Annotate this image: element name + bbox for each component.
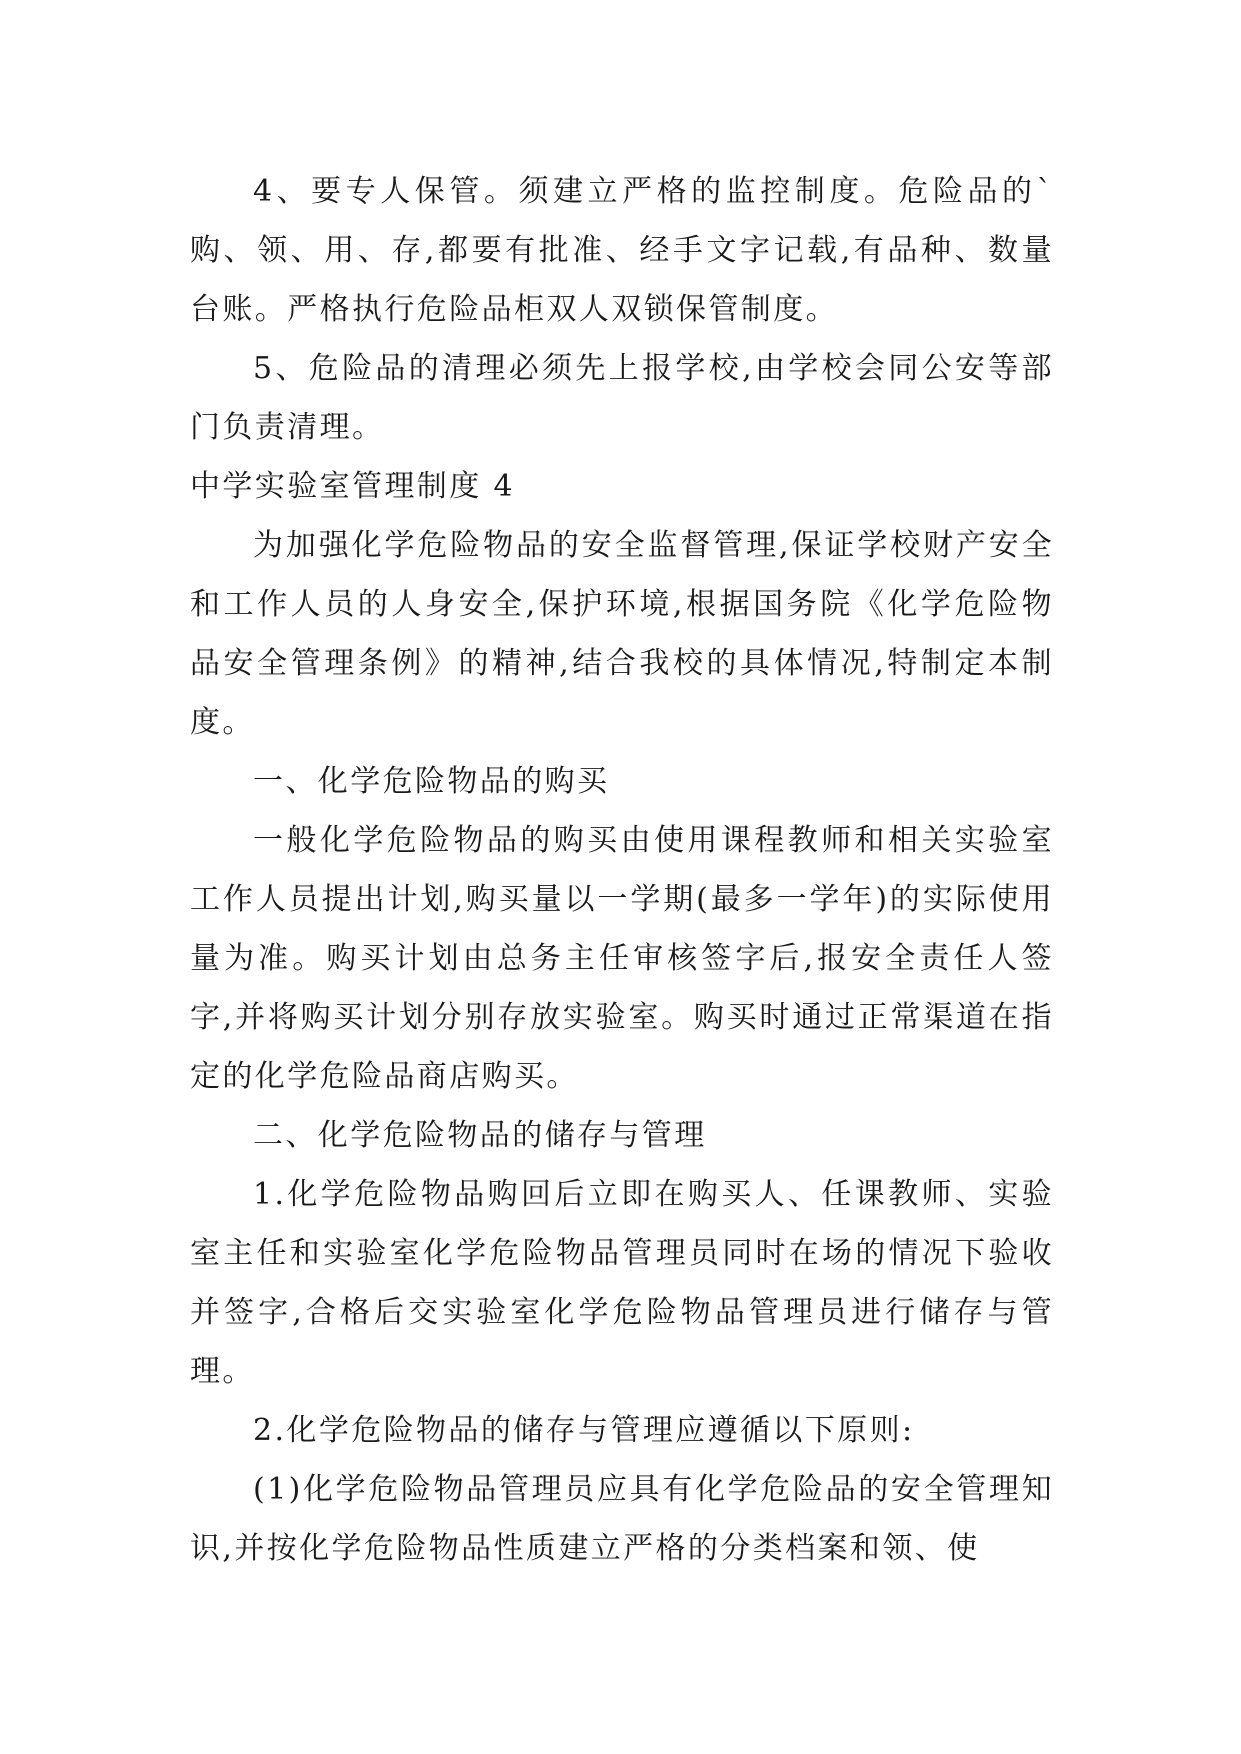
section-title: 中学实验室管理制度 4 bbox=[190, 469, 516, 504]
section-heading-purchase: 一、化学危险物品的购买 bbox=[253, 764, 610, 799]
purchase-paragraph: 一般化学危险物品的购买由使用课程教师和相关实验室工作人员提出计划,购买量以一学期(最多一学年)的实际使用量为准。购买计划由总务主任审核签字后,报安全责任人签字,并将购买计划分别存放实验室。购买时通过正常渠道在指定的化学危险品商店购买。 bbox=[190, 823, 1054, 1094]
storage-paragraph-1: 1.化学危险物品购回后立即在购买人、任课教师、实验室主任和实验室化学危险物品管理员同时在场的情况下验收并签字,合格后交实验室化学危险物品管理员进行储存与管理。 bbox=[190, 1177, 1054, 1389]
section-heading-storage: 二、化学危险物品的储存与管理 bbox=[253, 1118, 707, 1153]
document-body bbox=[190, 162, 1054, 1578]
paragraph-item-5: 5、危险品的清理必须先上报学校,由学校会同公安等部门负责清理。 bbox=[190, 351, 1054, 445]
intro-paragraph: 为加强化学危险物品的安全监督管理,保证学校财产安全和工作人员的人身安全,保护环境,根据国务院《化学危险物品安全管理条例》的精神,结合我校的具体情况,特制定本制度。 bbox=[190, 528, 1054, 740]
paragraph-item-4: 4、要专人保管。须建立严格的监控制度。危险品的`购、领、用、存,都要有批准、经手文字记载,有品种、数量台账。严格执行危险品柜双人双锁保管制度。 bbox=[190, 174, 1054, 327]
storage-rule-1: (1)化学危险物品管理员应具有化学危险品的安全管理知识,并按化学危险物品性质建立严格的分类档案和领、使 bbox=[190, 1472, 1054, 1566]
storage-paragraph-2: 2.化学危险物品的储存与管理应遵循以下原则: bbox=[253, 1413, 915, 1448]
